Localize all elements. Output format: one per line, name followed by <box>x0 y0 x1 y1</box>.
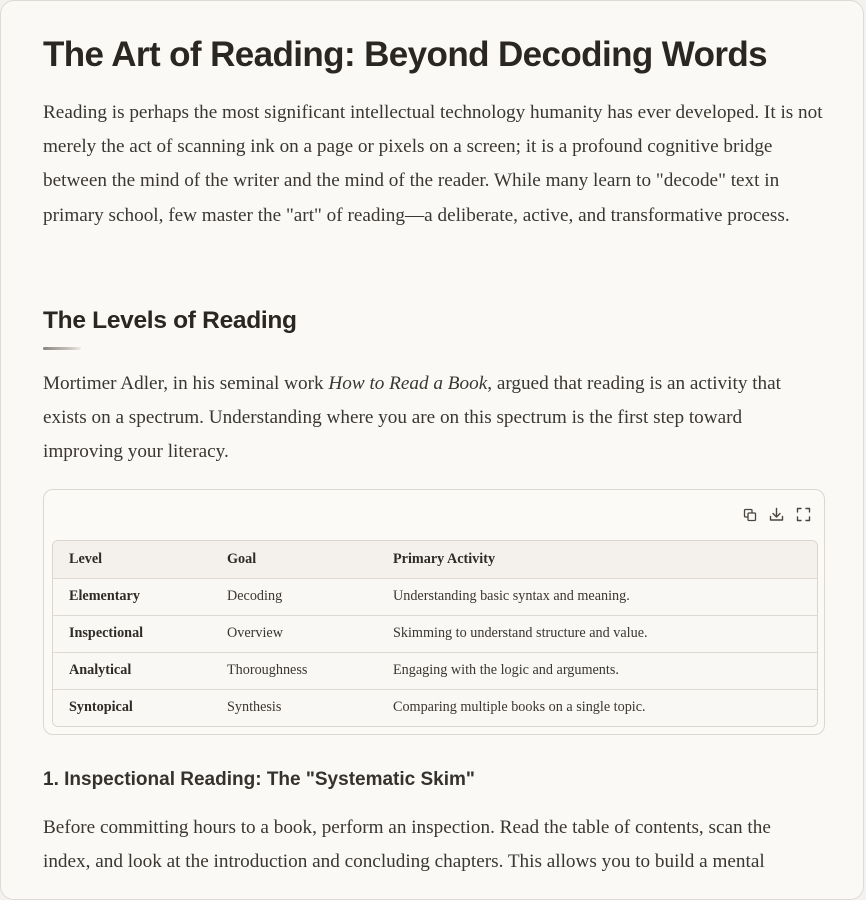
level-cell: Syntopical <box>69 699 133 716</box>
level-cell: Analytical <box>53 652 211 689</box>
activity-cell: Understanding basic syntax and meaning. <box>377 578 817 615</box>
copy-icon <box>743 508 757 522</box>
fullscreen-button[interactable] <box>795 506 812 523</box>
level-cell: Inspectional <box>53 615 211 652</box>
copy-button[interactable] <box>741 506 758 523</box>
section-paragraph-end: , argued that reading is an activity that exists on a spectrum. Understanding where you are on this spectrum is the first step toward improving your literacy. <box>43 373 781 463</box>
download-button[interactable] <box>768 506 785 523</box>
activity-cell: Engaging with the logic and arguments. <box>377 652 817 689</box>
column-header-level: Level <box>53 541 211 578</box>
book-title: How to Read a Book <box>328 373 488 394</box>
goal-cell: Overview <box>211 615 377 652</box>
table-toolbar <box>741 506 812 523</box>
table-row <box>53 615 817 652</box>
table-row <box>53 689 817 726</box>
level-cell: Elementary <box>53 578 211 615</box>
subsection-paragraph: Before committing hours to a book, perform an inspection. Read the table of contents, scan the index, and look at the introduction and concluding chapters. This allows you to build a mental <box>43 817 771 873</box>
table-row <box>53 578 817 615</box>
fullscreen-icon <box>796 507 811 522</box>
section-heading: The Levels of Reading <box>43 307 297 334</box>
activity-cell: Comparing multiple books on a single topic. <box>393 699 646 716</box>
activity-cell: Skimming to understand structure and value. <box>377 615 817 652</box>
table-container <box>43 489 825 735</box>
section-paragraph <box>43 367 813 470</box>
goal-cell: Synthesis <box>227 699 282 716</box>
column-header-primary-activity: Primary Activity <box>377 541 817 578</box>
download-icon <box>769 507 784 522</box>
goal-cell: Thoroughness <box>211 652 377 689</box>
intro-paragraph: Reading is perhaps the most significant intellectual technology humanity has ever developed. It is not merely the act of scanning ink on a page or pixels on a screen; it is a profound cognitive bridge between the mind of the writer and the mind of the reader. While many learn to "decode" text in primary school, few master the "art" of reading—a deliberate, active, and transformative process. <box>43 102 823 226</box>
table-header-row <box>53 541 817 578</box>
goal-cell: Decoding <box>211 578 377 615</box>
heading-underline <box>43 347 81 350</box>
column-header-goal: Goal <box>211 541 377 578</box>
levels-table <box>52 540 818 727</box>
section-paragraph-start: Mortimer Adler, in his seminal work <box>43 373 329 394</box>
article-title: The Art of Reading: Beyond Decoding Words <box>43 35 768 74</box>
table-row <box>53 652 817 689</box>
subsection-heading: 1. Inspectional Reading: The "Systematic Skim" <box>43 769 475 790</box>
